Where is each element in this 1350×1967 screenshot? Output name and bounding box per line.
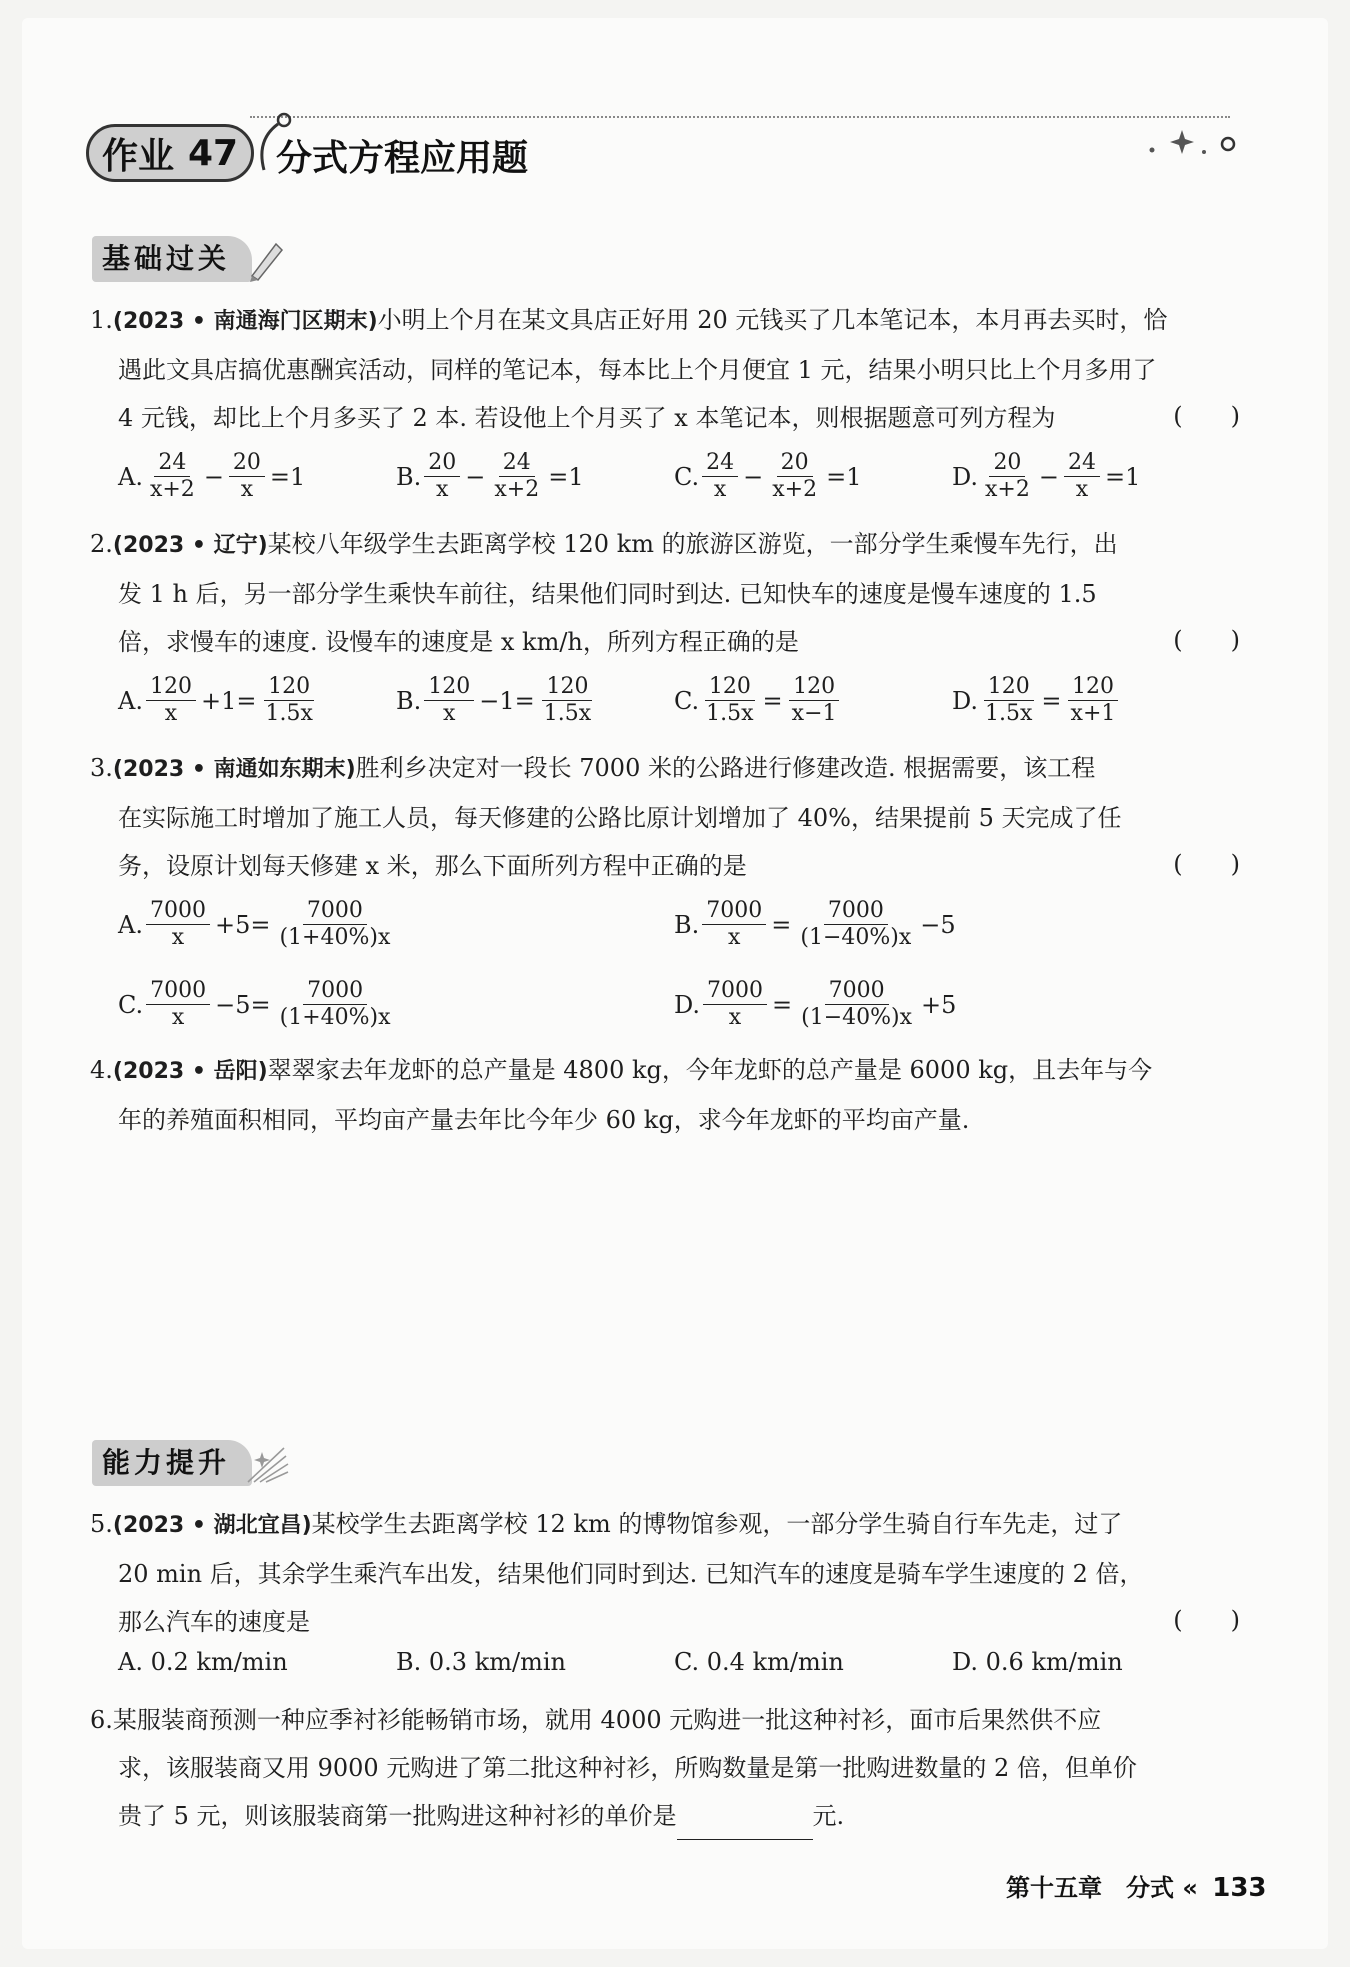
question-text: 4 元钱，却比上个月多买了 2 本. 若设他上个月买了 x 本笔记本，则根据题意可列方程为 xyxy=(118,404,1056,432)
option-text: 0.3 km/min xyxy=(428,1648,566,1676)
operator: = xyxy=(762,686,783,715)
option-b xyxy=(674,898,958,951)
option-label: D. xyxy=(952,462,979,491)
page-title: 分式方程应用题 xyxy=(276,138,529,179)
option-c xyxy=(118,978,398,1031)
option-d xyxy=(952,1648,1123,1676)
fraction xyxy=(981,674,1036,727)
option-a xyxy=(118,898,397,951)
operator: =1 xyxy=(269,462,306,491)
numerator: 24 xyxy=(1064,450,1100,477)
question-number: 1. xyxy=(90,306,113,334)
option-label: A. xyxy=(118,910,143,939)
numerator: 20 xyxy=(989,450,1025,477)
chapter-label: 第十五章 分式 xyxy=(1006,1874,1174,1902)
option-label: B. xyxy=(396,686,422,715)
numerator: 7000 xyxy=(702,898,766,925)
question-source: (2023 • 南通如东期末) xyxy=(112,757,356,782)
numerator: 20 xyxy=(777,450,813,477)
double-chevron-left-icon: « xyxy=(1182,1874,1198,1902)
denominator: x+2 xyxy=(149,477,195,502)
option-b xyxy=(396,450,586,503)
question-text: 年的养殖面积相同，平均亩产量去年比今年少 60 kg，求今年龙虾的平均亩产量. xyxy=(118,1106,970,1134)
operator: − xyxy=(203,462,224,491)
option-label: B. xyxy=(396,1648,422,1676)
denominator: 1.5x xyxy=(543,701,592,726)
fraction xyxy=(229,450,265,503)
operator: = xyxy=(771,910,792,939)
option-text: 0.6 km/min xyxy=(985,1648,1123,1676)
option-text: 0.4 km/min xyxy=(706,1648,844,1676)
denominator: x−1 xyxy=(791,701,837,726)
option-label: C. xyxy=(118,990,144,1019)
numerator: 120 xyxy=(542,674,592,701)
denominator: x xyxy=(171,925,185,950)
answer-paren: ( ) xyxy=(1173,626,1240,654)
fraction xyxy=(146,978,210,1031)
numerator: 120 xyxy=(424,674,474,701)
operator: −1= xyxy=(479,686,535,715)
question-text: 20 min 后，其余学生乘汽车出发，结果他们同时到达. 已知汽车的速度是骑车学生速度的 2 倍， xyxy=(118,1560,1144,1588)
operator: +5= xyxy=(214,910,271,939)
operator: =1 xyxy=(548,462,584,491)
section-basic: 基础过关 xyxy=(92,236,252,282)
denominator: x xyxy=(713,477,727,502)
pencil-icon xyxy=(246,238,286,282)
denominator: x xyxy=(443,701,456,726)
denominator: x xyxy=(436,477,449,502)
page-number: 133 xyxy=(1212,1873,1267,1903)
denominator: (1+40%)x xyxy=(279,925,391,950)
question-source: (2023 • 岳阳) xyxy=(112,1059,268,1084)
question-text: 那么汽车的速度是 xyxy=(118,1608,310,1636)
question-number: 4. xyxy=(90,1056,113,1084)
option-text: 0.2 km/min xyxy=(150,1648,288,1676)
denominator: x xyxy=(728,925,741,950)
badge-number: 47 xyxy=(187,132,239,174)
question-text: 某校八年级学生去距离学校 120 km 的旅游区游览，一部分学生乘慢车先行，出 xyxy=(267,530,1118,558)
numerator: 7000 xyxy=(825,978,889,1005)
question-text: 翠翠家去年龙虾的总产量是 4800 kg，今年龙虾的总产量是 6000 kg，且去年与今 xyxy=(267,1056,1153,1084)
answer-paren: ( ) xyxy=(1173,850,1240,878)
option-label: C. xyxy=(674,1648,700,1676)
operator: +1= xyxy=(200,686,257,715)
fraction xyxy=(796,898,915,951)
page-footer xyxy=(1006,1868,1267,1903)
numerator: 24 xyxy=(154,450,190,477)
denominator: x xyxy=(1075,477,1089,502)
option-label: A. xyxy=(118,462,143,491)
fraction xyxy=(788,674,841,727)
denominator: 1.5x xyxy=(985,701,1033,726)
fraction xyxy=(702,898,766,951)
option-c xyxy=(674,674,844,727)
operator: +5 xyxy=(921,990,957,1019)
option-label: A. xyxy=(118,686,143,715)
question-text: 小明上个月在某文具店正好用 20 元钱买了几本笔记本，本月再去买时，恰 xyxy=(377,306,1168,334)
question-number: 5. xyxy=(90,1510,113,1538)
question-text: 遇此文具店搞优惠酬宾活动，同样的笔记本，每本比上个月便宜 1 元，结果小明只比上个月多用了 xyxy=(118,356,1157,384)
option-a xyxy=(118,450,307,503)
fraction xyxy=(146,898,210,951)
question-number: 6. xyxy=(90,1706,113,1734)
option-label: B. xyxy=(396,462,422,491)
fraction xyxy=(703,978,767,1031)
denominator: (1−40%)x xyxy=(801,1005,913,1030)
operator: −5 xyxy=(920,910,956,939)
operator: −5= xyxy=(215,990,271,1019)
numerator: 7000 xyxy=(303,898,367,925)
answer-paren: ( ) xyxy=(1173,402,1240,430)
question-source: (2023 • 辽宁) xyxy=(112,533,268,558)
question-5 xyxy=(90,1500,1240,1646)
question-source: (2023 • 南通海门区期末) xyxy=(112,309,378,334)
fraction xyxy=(1067,674,1120,727)
fraction xyxy=(702,450,738,503)
denominator: x xyxy=(164,701,178,726)
assignment-badge xyxy=(86,124,254,182)
operator: = xyxy=(772,990,793,1019)
option-label: D. xyxy=(952,1648,979,1676)
denominator: x xyxy=(728,1005,742,1030)
option-c xyxy=(674,450,863,503)
option-a xyxy=(118,674,320,727)
section-advanced: 能力提升 xyxy=(92,1440,252,1486)
numerator: 120 xyxy=(1068,674,1118,701)
fraction xyxy=(981,450,1034,503)
numerator: 120 xyxy=(984,674,1034,701)
operator: =1 xyxy=(1104,462,1141,491)
fraction xyxy=(797,978,916,1031)
question-text: 贵了 5 元，则该服装商第一批购进这种衬衫的单价是 xyxy=(118,1802,677,1830)
question-text: 发 1 h 后，另一部分学生乘快车前往，结果他们同时到达. 已知快车的速度是慢车速度的 1.5 xyxy=(118,580,1097,608)
option-b xyxy=(396,674,598,727)
numerator: 7000 xyxy=(146,978,210,1005)
fraction xyxy=(768,450,821,503)
option-label: C. xyxy=(674,686,700,715)
denominator: (1−40%)x xyxy=(800,925,912,950)
fraction xyxy=(424,450,460,503)
answer-blank[interactable] xyxy=(677,1811,813,1840)
fraction xyxy=(702,674,757,727)
sparkle-ornament-icon xyxy=(1140,122,1240,162)
numerator: 7000 xyxy=(824,898,888,925)
denominator: x xyxy=(171,1005,185,1030)
denominator: x+1 xyxy=(1070,701,1116,726)
question-source: (2023 • 湖北宜昌) xyxy=(112,1513,312,1538)
fraction xyxy=(146,450,199,503)
fraction xyxy=(261,674,316,727)
question-text: 务，设原计划每天修建 x 米，那么下面所列方程中正确的是 xyxy=(118,852,747,880)
question-text: 求，该服装商又用 9000 元购进了第二批这种衬衫，所购数量是第一批购进数量的 2 倍，但单价 xyxy=(118,1754,1137,1782)
operator: − xyxy=(465,462,486,491)
question-6 xyxy=(90,1696,1240,1840)
header-dotted-line xyxy=(250,116,1230,118)
numerator: 20 xyxy=(424,450,460,477)
fraction xyxy=(146,674,196,727)
numerator: 7000 xyxy=(303,978,367,1005)
question-2 xyxy=(90,520,1240,666)
option-a xyxy=(118,1648,288,1676)
question-3 xyxy=(90,744,1240,890)
denominator: x+2 xyxy=(494,477,540,502)
option-d xyxy=(952,674,1122,727)
option-label: A. xyxy=(118,1648,143,1676)
question-number: 3. xyxy=(90,754,113,782)
numerator: 7000 xyxy=(703,978,767,1005)
numerator: 120 xyxy=(264,674,314,701)
sparkle-lines-icon xyxy=(244,1442,290,1486)
option-d xyxy=(674,978,958,1031)
option-label: D. xyxy=(674,990,701,1019)
denominator: 1.5x xyxy=(706,701,754,726)
option-label: C. xyxy=(674,462,700,491)
fraction xyxy=(275,898,394,951)
question-1 xyxy=(90,296,1240,442)
question-text: 倍，求慢车的速度. 设慢车的速度是 x km/h，所列方程正确的是 xyxy=(118,628,799,656)
numerator: 120 xyxy=(146,674,196,701)
denominator: (1+40%)x xyxy=(279,1005,391,1030)
option-d xyxy=(952,450,1142,503)
option-b xyxy=(396,1648,566,1676)
operator: − xyxy=(1038,462,1059,491)
numerator: 24 xyxy=(702,450,738,477)
answer-paren: ( ) xyxy=(1173,1606,1240,1634)
numerator: 7000 xyxy=(146,898,210,925)
denominator: x+2 xyxy=(772,477,818,502)
fraction xyxy=(490,450,543,503)
denominator: x+2 xyxy=(985,477,1030,502)
question-text: 胜利乡决定对一段长 7000 米的公路进行修建改造. 根据需要，该工程 xyxy=(355,754,1096,782)
operator: =1 xyxy=(826,462,862,491)
operator: = xyxy=(1041,686,1062,715)
fraction xyxy=(1064,450,1100,503)
numerator: 120 xyxy=(705,674,755,701)
fraction xyxy=(540,674,595,727)
badge-label: 作业 xyxy=(101,135,174,177)
option-label: B. xyxy=(674,910,700,939)
numerator: 24 xyxy=(499,450,535,477)
operator: − xyxy=(743,462,764,491)
question-text: 某服装商预测一种应季衬衫能畅销市场，就用 4000 元购进一批这种衬衫，面市后果然供不应 xyxy=(112,1706,1102,1734)
question-4 xyxy=(90,1046,1240,1144)
fraction xyxy=(424,674,474,727)
numerator: 120 xyxy=(789,674,839,701)
denominator: 1.5x xyxy=(265,701,313,726)
numerator: 20 xyxy=(229,450,265,477)
question-text: 元. xyxy=(812,1802,845,1830)
option-c xyxy=(674,1648,844,1676)
fraction xyxy=(276,978,395,1031)
denominator: x xyxy=(240,477,254,502)
option-label: D. xyxy=(952,686,979,715)
question-number: 2. xyxy=(90,530,113,558)
question-text: 在实际施工时增加了施工人员，每天修建的公路比原计划增加了 40%，结果提前 5 天完成了任 xyxy=(118,804,1122,832)
question-text: 某校学生去距离学校 12 km 的博物馆参观，一部分学生骑自行车先走，过了 xyxy=(311,1510,1123,1538)
